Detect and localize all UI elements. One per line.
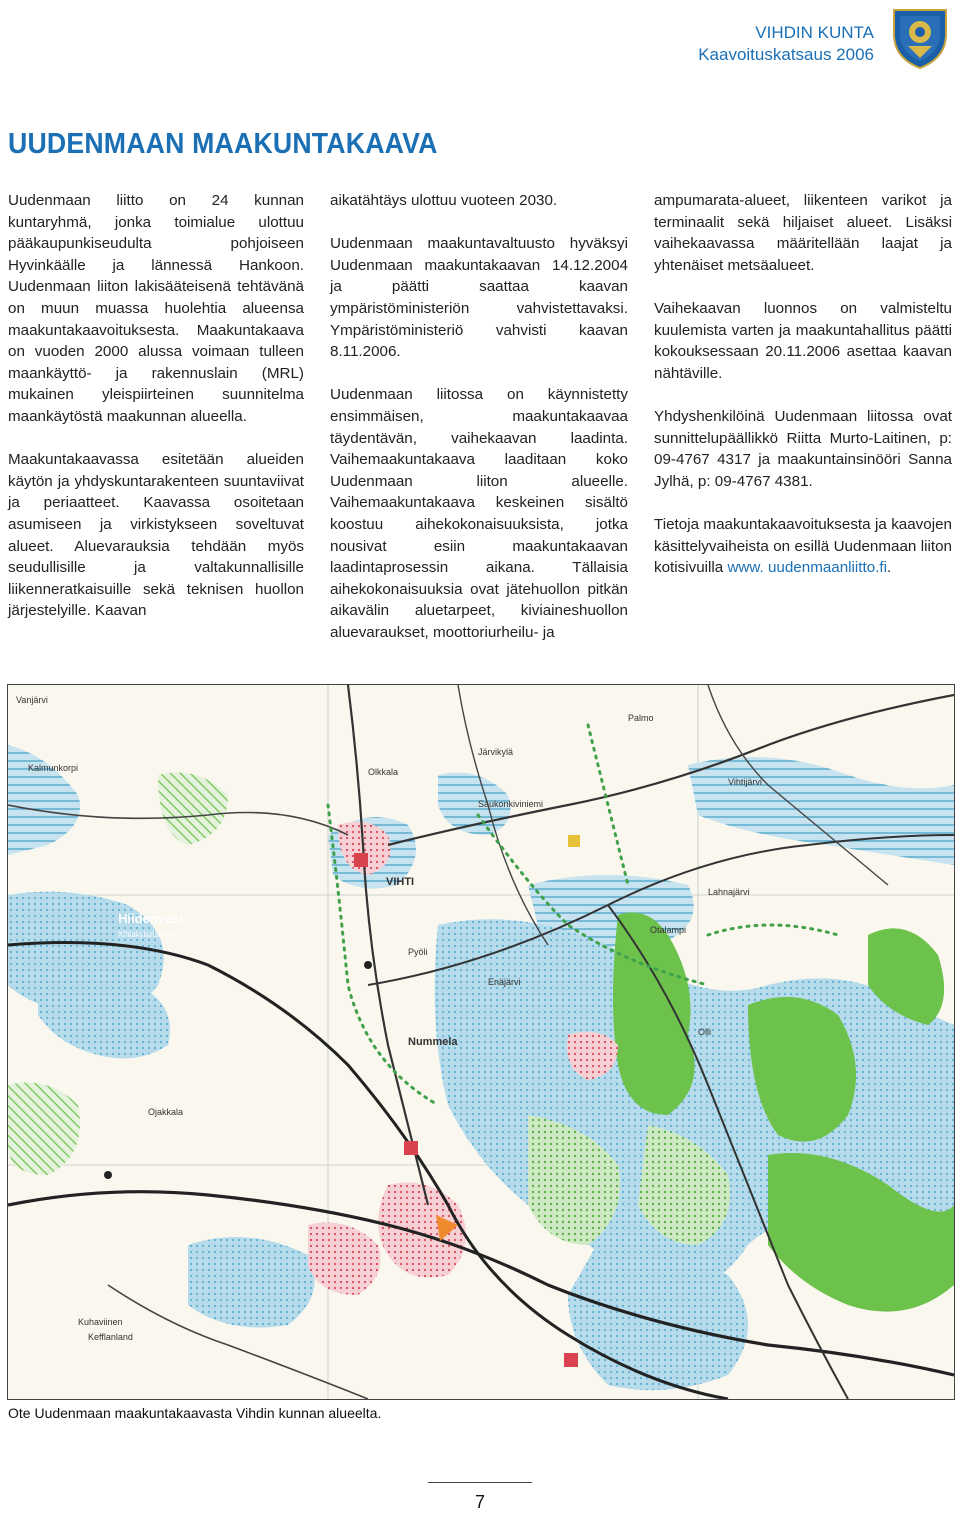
- regional-plan-map: [7, 684, 955, 1400]
- paragraph: Maakuntakaavassa esitetään alueiden käytön ja yhdyskuntarakenteen suuntaviivat ja periaatteet. Kaavassa osoitetaan asumiseen ja virkistykseen soveltuvat alueet. Aluevarauksia tehdään myös seudullisille ja valtakunnallisille liikenneratkaisuille sekä teknisen huollon järjestelyille. Kaavan: [8, 451, 304, 620]
- svg-text:Otalampi: Otalampi: [650, 925, 687, 935]
- period: .: [887, 559, 892, 577]
- map-caption: Ote Uudenmaan maakuntakaavasta Vihdin kunnan alueelta.: [8, 1405, 382, 1421]
- report-name: Kaavoituskatsaus 2006: [698, 45, 874, 64]
- contact-info-text: Tietoja maakuntakaavoituksesta ja kaavojen käsittelyvaiheista on esillä Uudenmaan liiton kotisivuilla: [654, 515, 952, 577]
- text-column-3: [654, 190, 952, 600]
- svg-text:Kihlakylanselkä: Kihlakylanselkä: [118, 930, 174, 939]
- svg-text:Vanjärvi: Vanjärvi: [16, 695, 48, 705]
- paragraph: Vaihekaavan luonnos on valmisteltu kuulemista varten ja maakuntahallitus päätti kokouksessaan 20.11.2006 asettaa kaavan nähtäville.: [654, 299, 952, 382]
- svg-text:Palmo: Palmo: [628, 713, 654, 723]
- svg-text:Saukonkiviniemi: Saukonkiviniemi: [478, 799, 544, 809]
- municipality-name: VIHDIN KUNTA: [755, 23, 874, 42]
- paragraph: aikatähtäys ulottuu vuoteen 2030.: [330, 192, 558, 209]
- text-column-2: [330, 190, 628, 665]
- header-title: [698, 22, 874, 66]
- svg-text:Järvikylä: Järvikylä: [478, 747, 514, 757]
- svg-text:Olkkala: Olkkala: [368, 767, 399, 777]
- paragraph: Uudenmaan maakuntavaltuusto hyväksyi Uudenmaan maakuntakaavan 14.12.2004 ja päätti saattaa kaavan ympäristöministeriön vahvistettavaksi. Ympäristöministeriö vahvisti kaavan 8.11.2006.: [330, 235, 628, 361]
- svg-text:VIHTI: VIHTI: [386, 876, 415, 888]
- paragraph: Uudenmaan liitto on 24 kunnan kuntaryhmä, jonka toimialue ulottuu pääkaupunkiseudulta pohjoiseen Hyvinkäälle ja lännessä Hankoon. Uudenmaan liiton lakisääteisenä tehtävänä on muun muassa huolehtia alueensa maakuntakaavoituksesta. Maakuntakaava on vuoden 2000 alussa voimaan tulleen maankäyttö- ja rakennuslain (MRL) mukainen yleispiirteinen suunnitelma maankäytöstä maakunnan alueella.: [8, 192, 304, 425]
- svg-text:Olli: Olli: [698, 1027, 711, 1037]
- website-link[interactable]: www. uudenmaanliitto.fi: [727, 559, 888, 577]
- svg-text:Kefflanland: Kefflanland: [88, 1332, 133, 1342]
- svg-text:Lahnajärvi: Lahnajärvi: [708, 887, 750, 897]
- page-number: 7: [474, 1492, 485, 1512]
- svg-text:Kuhaviinen: Kuhaviinen: [78, 1317, 123, 1327]
- svg-text:Hiidenvesi: Hiidenvesi: [118, 911, 184, 926]
- svg-text:Vihtijärvi: Vihtijärvi: [728, 777, 762, 787]
- paragraph: [654, 514, 952, 579]
- page-title: UUDENMAAN MAAKUNTAKAAVA: [8, 128, 438, 160]
- svg-text:Nummela: Nummela: [408, 1036, 458, 1048]
- svg-text:Kalmunkorpi: Kalmunkorpi: [28, 763, 79, 773]
- text-column-1: [8, 190, 304, 643]
- svg-text:Enäjärvi: Enäjärvi: [488, 977, 521, 987]
- svg-text:Ojakkala: Ojakkala: [148, 1107, 184, 1117]
- paragraph: Yhdyshenkilöinä Uudenmaan liitossa ovat sunnittelupäällikkö Riitta Murto-Laitinen, p: 09-4767 4317 ja maakuntainsinööri Sanna Jylhä, p: 09-4767 4381.: [654, 407, 952, 490]
- svg-text:Pyöli: Pyöli: [408, 947, 428, 957]
- paragraph: ampumarata-alueet, liikenteen varikot ja terminaalit sekä hiljaiset alueet. Lisäksi vaihekaavassa määritellään laajat ja yhtenäiset metsäalueet.: [654, 192, 952, 274]
- map-graphic: [8, 685, 954, 1399]
- paragraph: Uudenmaan liitossa on käynnistetty ensimmäisen, maakuntakaavaa täydentävän, vaihekaavan laadinta. Vaihemaakuntakaava laaditaan koko Uudenmaan liiton alueelle. Vaihemaakuntakaava keskeinen sisältö koostuu aihekokonaisuuksista, jotka nousivat esiin maakuntakaavan laadintaprosessin aikana. Tällaisia aihekokonaisuuksia ovat jätehuollon pitkän aikavälin aluetarpeet, kiviaineshuollon aluevaraukset, moottoriurheilu- ja: [330, 386, 628, 641]
- municipal-crest-icon: [886, 4, 954, 72]
- footer-divider: [428, 1482, 532, 1483]
